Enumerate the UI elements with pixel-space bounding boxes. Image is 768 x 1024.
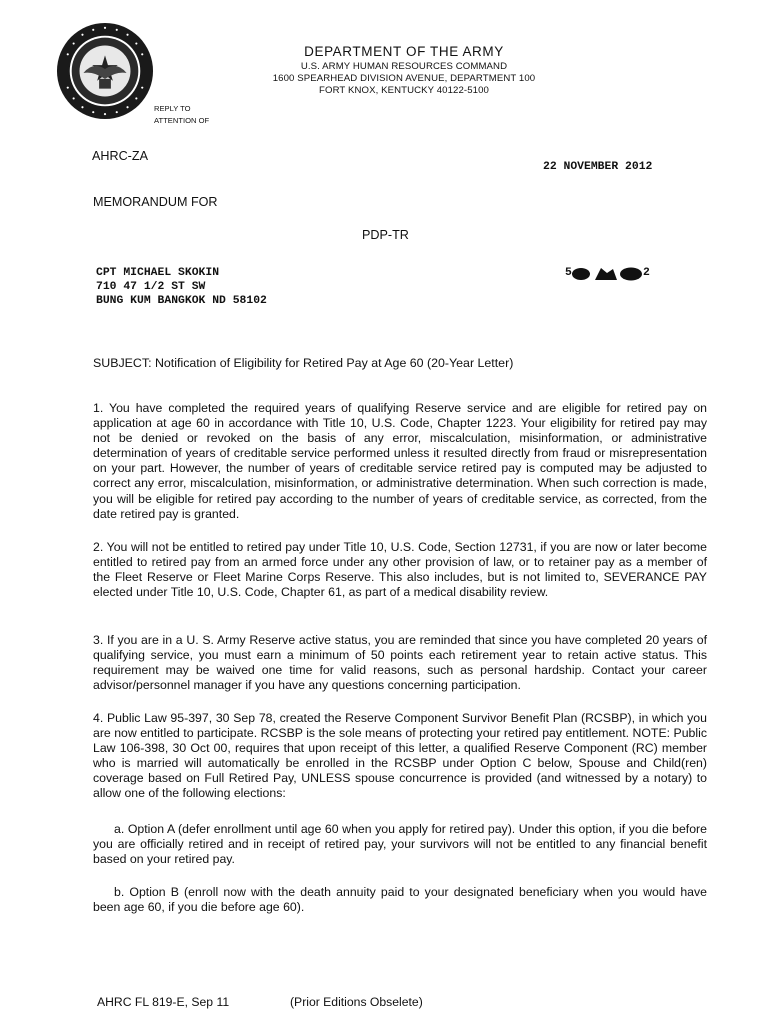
command-name: U.S. ARMY HUMAN RESOURCES COMMAND xyxy=(300,61,508,72)
subject-line: SUBJECT: Notification of Eligibility for Retired Pay at Age 60 (20-Year Letter) xyxy=(93,356,514,370)
option-a-paragraph: a. Option A (defer enrollment until age 60 when you apply for retired pay). Under this option, if you die before you are officially retired and in receipt of retired pay, your survivors will not be entitled to any financial benefit based on your retired pay. xyxy=(93,822,707,867)
redaction-mark xyxy=(565,265,650,282)
addressee-name: CPT MICHAEL SKOKIN xyxy=(96,267,220,279)
paragraph-2: 2. You will not be entitled to retired pay under Title 10, U.S. Code, Section 12731, if you are now or later become entitled to retired pay from an armed force under any other provision of law, or to retainer pay as a member of the Fleet Reserve or Fleet Marine Corps Reserve. This also includes, but is not limited to, SEVERANCE PAY elected under Title 10, U.S. Code, Chapter 61, as part of a medical disability review. xyxy=(93,540,707,600)
addressee-city: BUNG KUM BANGKOK ND 58102 xyxy=(96,295,267,307)
option-b-paragraph: b. Option B (enroll now with the death annuity paid to your designated beneficiary when you would have been age 60, if you die before age 60). xyxy=(93,885,707,915)
addressee-street: 710 47 1/2 ST SW xyxy=(96,281,206,293)
reply-to-label: REPLY TO xyxy=(154,104,191,113)
memo-date: 22 NOVEMBER 2012 xyxy=(543,161,653,173)
editions-note: (Prior Editions Obselete) xyxy=(290,995,423,1009)
department-title: DEPARTMENT OF THE ARMY xyxy=(304,44,504,59)
office-symbol: AHRC-ZA xyxy=(92,149,148,163)
memorandum-for: MEMORANDUM FOR xyxy=(93,195,218,209)
paragraph-4: 4. Public Law 95-397, 30 Sep 78, created the Reserve Component Survivor Benefit Plan (RCSBP), in which you are now entitled to participate. RCSBP is the sole means of protecting your retired pay entitlement. NOTE: Public Law 106-398, 30 Oct 00, requires that upon receipt of this letter, a qualified Reserve Component (RC) member who is married will automatically be enrolled in the RCSBP under Option C below, Spouse and Child(ren) coverage based on Full Retired Pay, UNLESS spouse concurrence is provided (and witnessed by a notary) to allow one of the following elections: xyxy=(93,711,707,801)
address-line-1: 1600 SPEARHEAD DIVISION AVENUE, DEPARTMENT 100 xyxy=(272,73,536,84)
id-suffix: 2 xyxy=(643,267,650,279)
routing-code: PDP-TR xyxy=(362,228,409,242)
attention-of-label: ATTENTION OF xyxy=(154,116,210,125)
form-number: AHRC FL 819-E, Sep 11 xyxy=(97,995,230,1009)
paragraph-1: 1. You have completed the required years of qualifying Reserve service and are eligible for retired pay on application at age 60 in accordance with Title 10, U.S. Code, Chapter 1223. Your eligibility for retired pay may not be denied or revoked on the basis of any error, miscalculation, misinformation, or administrative determination of years of creditable service performed unless it resulted directly from fraud or misrepresentation on your part. However, the number of years of creditable service retired pay is computed may be adjusted to correct any error, miscalculation, misinformation, or administrative determination. When such correction is made, you will be eligible for retired pay according to the number of years of creditable service, as corrected, from the date retired pay is granted. xyxy=(93,401,707,521)
paragraph-3: 3. If you are in a U. S. Army Reserve active status, you are reminded that since you have completed 20 years of qualifying service, you must earn a minimum of 50 points each retirement year to retain active status. This requirement may be waived one time for valid reasons, such as personal hardship. Contact your career advisor/personnel manager if you have any questions concerning participation. xyxy=(93,633,707,693)
id-prefix: 5 xyxy=(565,267,572,279)
address-line-2: FORT KNOX, KENTUCKY 40122-5100 xyxy=(319,85,489,96)
